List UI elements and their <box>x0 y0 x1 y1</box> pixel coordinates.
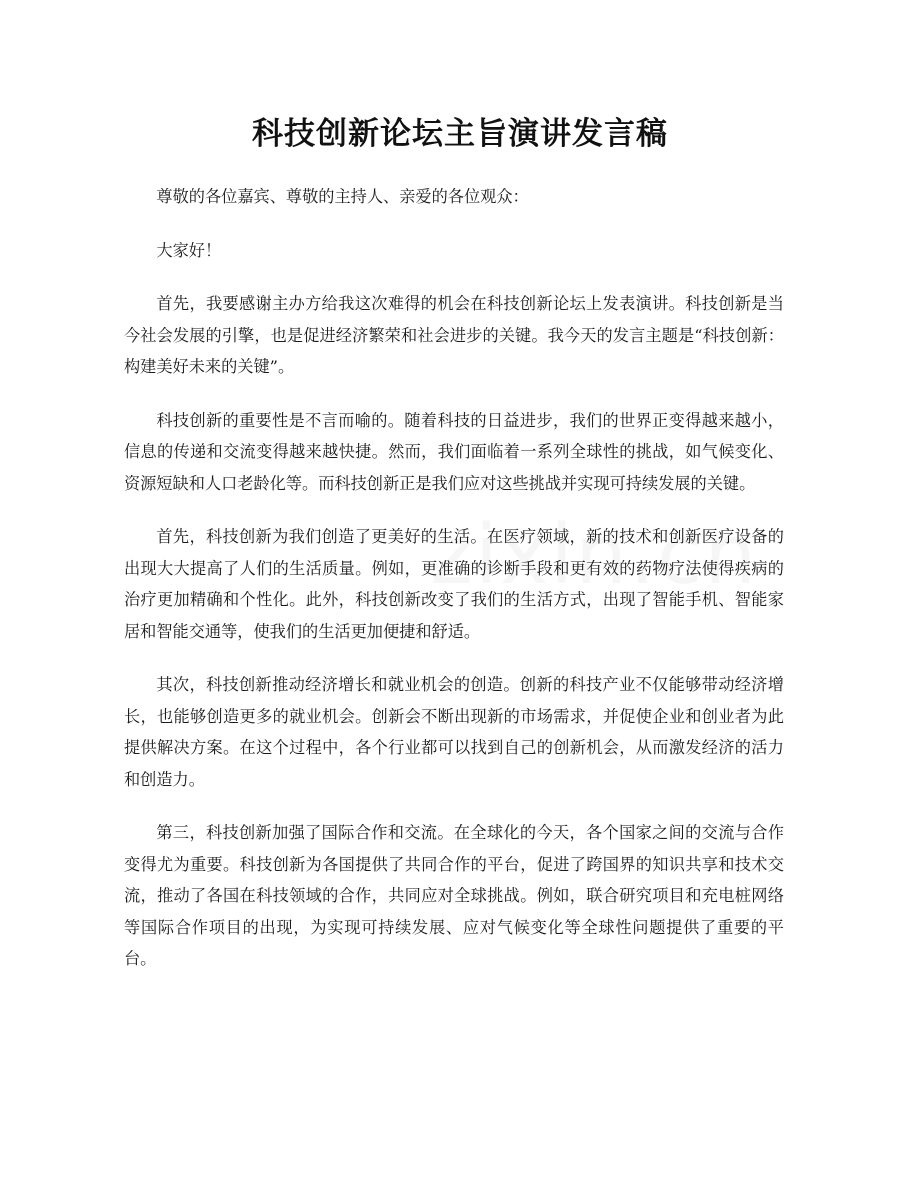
paragraph-cooperation: 第三，科技创新加强了国际合作和交流。在全球化的今天，各个国家之间的交流与合作变得尤为重要。科技创新为各国提供了共同合作的平台，促进了跨国界的知识共享和技术交流，推动了各国在科技领域的合作，共同应对全球挑战。例如，联合研究项目和充电桩网络等国际合作项目的出现，为实现可持续发展、应对气候变化等全球性问题提供了重要的平台。 <box>124 823 784 968</box>
paragraph-importance: 科技创新的重要性是不言而喻的。随着科技的日益进步，我们的世界正变得越来越小，信息的传递和交流变得越来越快捷。然而，我们面临着一系列全球性的挑战，如气候变化、资源短缺和人口老龄化等。而科技创新正是我们应对这些挑战并实现可持续发展的关键。 <box>124 410 784 493</box>
paragraph-greeting: 大家好！ <box>156 240 222 260</box>
paragraph-economy: 其次，科技创新推动经济增长和就业机会的创造。创新的科技产业不仅能够带动经济增长，也能够创造更多的就业机会。创新会不断出现新的市场需求，并促使企业和创业者为此提供解决方案。在这个过程中，各个行业都可以找到自己的创新机会，从而激发经济的活力和创造力。 <box>124 675 784 789</box>
paragraph-better-life: 首先，科技创新为我们创造了更美好的生活。在医疗领域，新的技术和创新医疗设备的出现大大提高了人们的生活质量。例如，更准确的诊断手段和更有效的药物疗法使得疾病的治疗更加精确和个性化。此外，科技创新改变了我们的生活方式，出现了智能手机、智能家居和智能交通等，使我们的生活更加便捷和舒适。 <box>124 527 784 641</box>
paragraph-intro: 首先，我要感谢主办方给我这次难得的机会在科技创新论坛上发表演讲。科技创新是当今社会发展的引擎，也是促进经济繁荣和社会进步的关键。我今天的发言主题是“科技创新：构建美好未来的关键”。 <box>124 294 784 376</box>
document-title: 科技创新论坛主旨演讲发言稿 <box>252 116 668 152</box>
paragraph-salutation: 尊敬的各位嘉宾、尊敬的主持人、亲爱的各位观众： <box>156 187 529 206</box>
document-body <box>124 181 784 997</box>
